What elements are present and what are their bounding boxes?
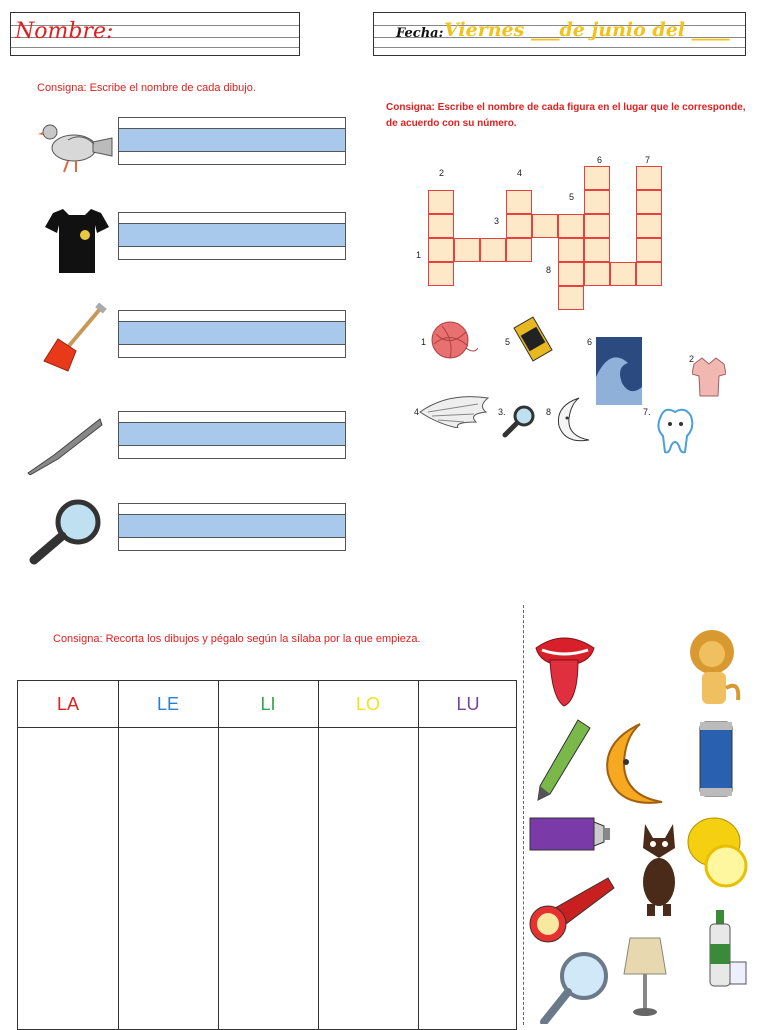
consigna-1: Consigna: Escribe el nombre de cada dibujo.	[37, 82, 256, 94]
paint-tube-icon	[528, 814, 612, 854]
syllable-header-la: LA	[56, 694, 80, 714]
clue-number: 3	[494, 216, 500, 226]
picture-label: 6	[587, 337, 593, 347]
consigna-3: Consigna: Recorta los dibujos y pégalo según la sílaba por la que empieza.	[53, 633, 421, 645]
battery-icon	[512, 316, 560, 362]
picture-label: 1	[421, 337, 427, 347]
syllable-table	[17, 680, 517, 1030]
picture-label: 3.	[498, 407, 506, 417]
tooth-icon	[655, 406, 697, 456]
moon-small-icon	[553, 396, 593, 444]
clue-number: 4	[517, 168, 523, 178]
picture-label: 5	[505, 337, 511, 347]
syllable-header-le: LE	[156, 694, 180, 714]
nombre-label: Nombre:	[15, 19, 114, 44]
syllable-header-lu: LU	[456, 694, 480, 714]
clue-number: 1	[416, 250, 422, 260]
writing-strip-5[interactable]	[118, 503, 346, 551]
flashlight-icon	[528, 872, 616, 946]
magnifier-large-icon	[540, 950, 610, 1024]
consigna-2-line1: Consigna: Escribe el nombre de cada figura en el lugar que le corresponde,	[386, 102, 746, 113]
file-tool-icon	[26, 417, 104, 475]
consigna-2	[386, 100, 756, 132]
picture-label: 7.	[643, 407, 651, 417]
writing-strip-1[interactable]	[118, 117, 346, 165]
picture-label: 2	[689, 354, 695, 364]
wolf-icon	[637, 822, 681, 918]
lion-icon	[688, 624, 744, 710]
writing-strip-3[interactable]	[118, 310, 346, 358]
tshirt-icon	[45, 207, 109, 275]
writing-strip-2[interactable]	[118, 212, 346, 260]
consigna-2-line2: de acuerdo con su número.	[386, 118, 517, 129]
syllable-header-li: LI	[260, 694, 276, 714]
cut-line	[523, 605, 524, 1025]
lamp-icon	[622, 934, 668, 1020]
clue-number: 7	[645, 155, 651, 165]
shirt-icon	[692, 356, 726, 398]
fecha-value: Viernes ___de junio del ____	[444, 19, 730, 41]
writing-strip-4[interactable]	[118, 411, 346, 459]
wing-icon	[418, 392, 490, 428]
fecha-label: Fecha:	[396, 26, 444, 41]
nombre-box	[10, 12, 300, 56]
clue-number: 8	[546, 265, 552, 275]
pencil-icon	[536, 718, 592, 802]
yarn-ball-icon	[428, 318, 478, 360]
magnifier-small-icon	[502, 404, 536, 438]
lemon-icon	[686, 814, 748, 890]
clue-number: 6	[597, 155, 603, 165]
clue-number: 5	[569, 192, 575, 202]
can-icon	[698, 718, 734, 800]
magnifier-icon	[28, 498, 104, 566]
wave-icon	[596, 337, 642, 405]
clue-number: 2	[439, 168, 445, 178]
pigeon-icon	[38, 118, 113, 176]
shovel-icon	[38, 303, 110, 375]
moon-icon	[600, 722, 670, 810]
picture-label: 8	[546, 407, 552, 417]
fecha-box	[373, 12, 746, 56]
tongue-icon	[532, 628, 598, 710]
bottle-icon	[704, 910, 750, 990]
picture-label: 4	[414, 407, 420, 417]
syllable-header-lo: LO	[355, 694, 380, 714]
